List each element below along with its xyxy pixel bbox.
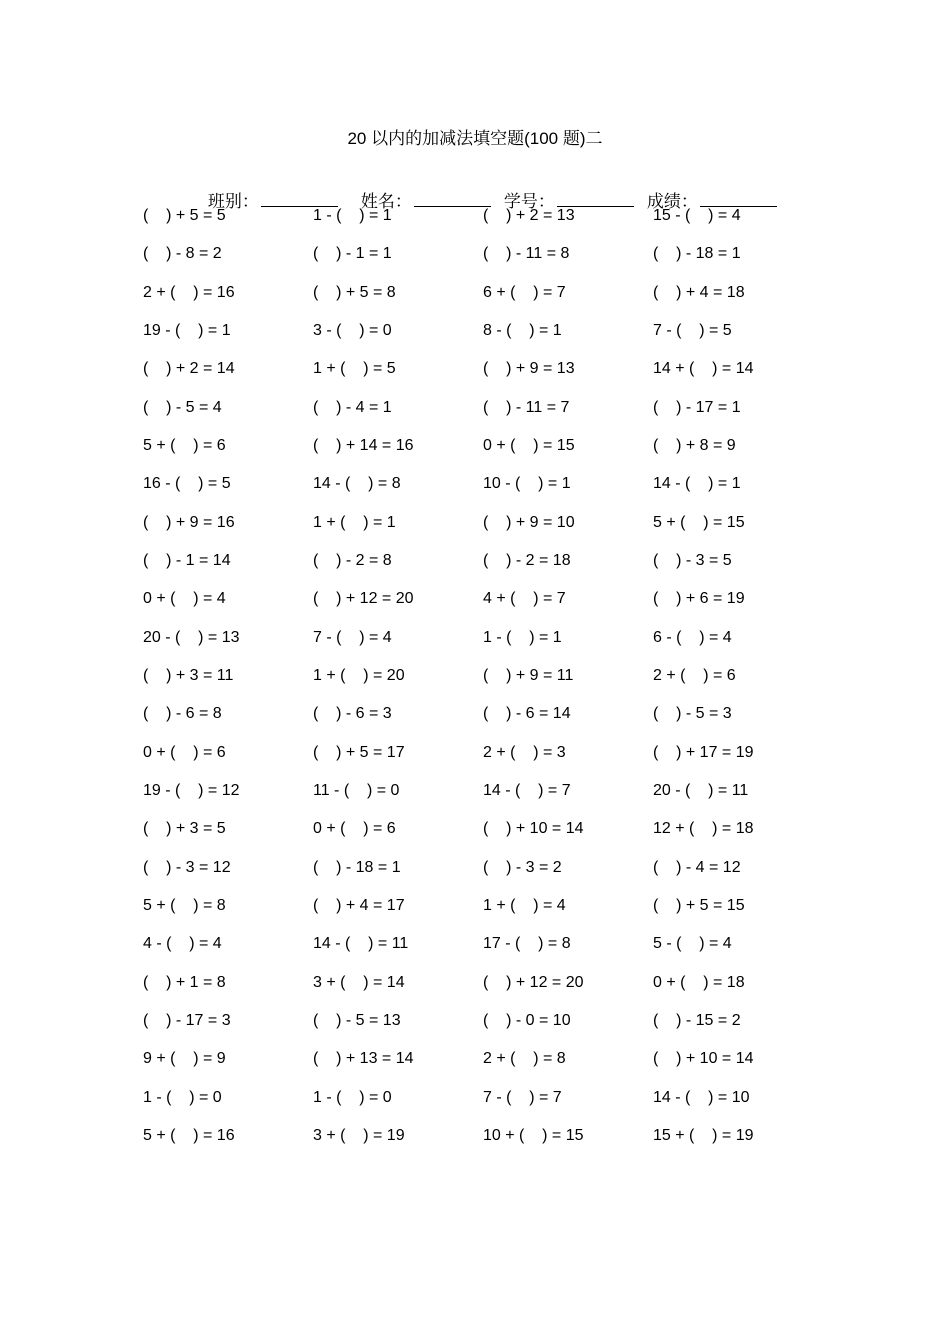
problem-item[interactable]: ( ) + 9 = 11: [483, 666, 574, 684]
problem-item[interactable]: ( ) - 2 = 8: [313, 551, 392, 569]
problem-item[interactable]: ( ) + 2 = 14: [143, 360, 235, 378]
problem-item[interactable]: 2 + ( ) = 16: [143, 283, 235, 301]
problem-item[interactable]: 14 - ( ) = 7: [483, 781, 571, 799]
problem-grid: [0, 204, 950, 1162]
problem-item[interactable]: ( ) - 3 = 12: [143, 858, 231, 876]
problem-item[interactable]: ( ) - 5 = 13: [313, 1011, 401, 1029]
problem-item[interactable]: ( ) - 4 = 1: [313, 398, 392, 416]
problem-item[interactable]: ( ) + 3 = 5: [143, 820, 226, 838]
problem-item[interactable]: 1 + ( ) = 4: [483, 896, 566, 914]
problem-row: [0, 511, 950, 549]
problem-item[interactable]: 1 + ( ) = 1: [313, 513, 396, 531]
problem-item[interactable]: ( ) + 12 = 20: [313, 590, 414, 608]
problem-item[interactable]: 2 + ( ) = 3: [483, 743, 566, 761]
score-label: 成绩：: [646, 192, 698, 211]
student-info-row: [0, 166, 950, 211]
problem-item[interactable]: ( ) + 9 = 10: [483, 513, 575, 531]
problem-item[interactable]: 1 - ( ) = 0: [313, 1088, 392, 1106]
problem-item[interactable]: 20 - ( ) = 11: [653, 781, 749, 799]
problem-row: [0, 472, 950, 510]
problem-row: [0, 396, 950, 434]
problem-item[interactable]: ( ) + 10 = 14: [653, 1050, 754, 1068]
problem-row: [0, 319, 950, 357]
problem-item[interactable]: ( ) + 12 = 20: [483, 973, 584, 991]
problem-item[interactable]: 10 + ( ) = 15: [483, 1126, 584, 1144]
problem-item[interactable]: ( ) - 2 = 18: [483, 551, 571, 569]
problem-row: [0, 1086, 950, 1124]
problem-item[interactable]: 14 - ( ) = 8: [313, 475, 401, 493]
problem-item[interactable]: ( ) - 11 = 7: [483, 398, 570, 416]
problem-item[interactable]: 0 + ( ) = 15: [483, 436, 575, 454]
problem-item[interactable]: ( ) - 6 = 3: [313, 705, 392, 723]
problem-row: [0, 1047, 950, 1085]
problem-item[interactable]: ( ) - 1 = 1: [313, 245, 392, 263]
problem-item[interactable]: ( ) + 14 = 16: [313, 436, 414, 454]
problem-row: [0, 741, 950, 779]
problem-item[interactable]: 14 - ( ) = 10: [653, 1088, 750, 1106]
worksheet-title: 20 以内的加减法填空题(100 题)二: [347, 129, 603, 148]
problem-item[interactable]: ( ) + 13 = 14: [313, 1050, 414, 1068]
problem-item[interactable]: 10 - ( ) = 1: [483, 475, 571, 493]
problem-item[interactable]: ( ) + 6 = 19: [653, 590, 745, 608]
problem-item[interactable]: 4 - ( ) = 4: [143, 935, 222, 953]
problem-item[interactable]: 0 + ( ) = 6: [143, 743, 226, 761]
problem-item[interactable]: 14 + ( ) = 14: [653, 360, 754, 378]
problem-row: [0, 932, 950, 970]
problem-item[interactable]: ( ) - 5 = 4: [143, 398, 222, 416]
problem-item[interactable]: ( ) + 4 = 18: [653, 283, 745, 301]
problem-item[interactable]: ( ) + 5 = 17: [313, 743, 405, 761]
problem-item[interactable]: 19 - ( ) = 1: [143, 321, 231, 339]
problem-row: [0, 664, 950, 702]
problem-item[interactable]: 7 - ( ) = 5: [653, 321, 732, 339]
problem-item[interactable]: ( ) + 9 = 13: [483, 360, 575, 378]
problem-item[interactable]: ( ) - 0 = 10: [483, 1011, 571, 1029]
problem-item[interactable]: ( ) - 5 = 3: [653, 705, 732, 723]
problem-item[interactable]: ( ) - 8 = 2: [143, 245, 222, 263]
problem-item[interactable]: 5 - ( ) = 4: [653, 935, 732, 953]
problem-item[interactable]: 3 + ( ) = 19: [313, 1126, 405, 1144]
problem-item[interactable]: 19 - ( ) = 12: [143, 781, 240, 799]
problem-item[interactable]: 15 + ( ) = 19: [653, 1126, 754, 1144]
problem-row: [0, 434, 950, 472]
problem-row: [0, 242, 950, 280]
problem-item[interactable]: 1 - ( ) = 0: [143, 1088, 222, 1106]
problem-item[interactable]: ( ) + 5 = 15: [653, 896, 745, 914]
problem-item[interactable]: ( ) - 6 = 8: [143, 705, 222, 723]
problem-item[interactable]: 1 - ( ) = 1: [483, 628, 562, 646]
problem-item[interactable]: 4 + ( ) = 7: [483, 590, 566, 608]
problem-item[interactable]: ( ) + 10 = 14: [483, 820, 584, 838]
student-number-label: 学号：: [503, 192, 555, 211]
problem-item[interactable]: 20 - ( ) = 13: [143, 628, 240, 646]
problem-item[interactable]: 3 - ( ) = 0: [313, 321, 392, 339]
problem-item[interactable]: 6 - ( ) = 4: [653, 628, 732, 646]
problem-item[interactable]: ( ) + 17 = 19: [653, 743, 754, 761]
problem-item[interactable]: ( ) - 18 = 1: [313, 858, 401, 876]
name-label: 姓名：: [360, 192, 412, 211]
problem-item[interactable]: ( ) + 2 = 13: [483, 207, 575, 224]
problem-item[interactable]: 1 + ( ) = 20: [313, 666, 405, 684]
problem-item[interactable]: 7 - ( ) = 4: [313, 628, 392, 646]
problem-item[interactable]: ( ) + 9 = 16: [143, 513, 235, 531]
problem-row: [0, 779, 950, 817]
problem-item[interactable]: 12 + ( ) = 18: [653, 820, 754, 838]
problem-item[interactable]: ( ) + 4 = 17: [313, 896, 405, 914]
problem-item[interactable]: 1 - ( ) = 1: [313, 207, 392, 224]
problem-item[interactable]: ( ) - 3 = 5: [653, 551, 732, 569]
problem-item[interactable]: 1 + ( ) = 5: [313, 360, 396, 378]
problem-row: [0, 894, 950, 932]
problem-row: [0, 1124, 950, 1162]
problem-item[interactable]: ( ) - 1 = 14: [143, 551, 231, 569]
problem-row: [0, 357, 950, 395]
problem-item[interactable]: 8 - ( ) = 1: [483, 321, 562, 339]
problem-row: [0, 856, 950, 894]
problem-item[interactable]: ( ) - 17 = 1: [653, 398, 741, 416]
problem-row: [0, 1009, 950, 1047]
problem-item[interactable]: 2 + ( ) = 6: [653, 666, 736, 684]
problem-item[interactable]: 17 - ( ) = 8: [483, 935, 571, 953]
problem-row: [0, 702, 950, 740]
problem-item[interactable]: 0 + ( ) = 18: [653, 973, 745, 991]
problem-row: [0, 204, 950, 242]
problem-item[interactable]: ( ) - 15 = 2: [653, 1011, 741, 1029]
problem-item[interactable]: ( ) - 18 = 1: [653, 245, 741, 263]
problem-item[interactable]: ( ) - 6 = 14: [483, 705, 571, 723]
problem-item[interactable]: ( ) + 3 = 11: [143, 666, 234, 684]
class-label: 班别：: [207, 192, 259, 211]
problem-row: [0, 817, 950, 855]
problem-item[interactable]: 15 - ( ) = 4: [653, 207, 741, 224]
problem-item[interactable]: 14 - ( ) = 11: [313, 935, 409, 953]
problem-item[interactable]: 6 + ( ) = 7: [483, 283, 566, 301]
problem-row: [0, 626, 950, 664]
problem-item[interactable]: 5 + ( ) = 6: [143, 436, 226, 454]
problem-item[interactable]: 3 + ( ) = 14: [313, 973, 405, 991]
problem-item[interactable]: ( ) + 5 = 8: [313, 283, 396, 301]
problem-item[interactable]: ( ) - 3 = 2: [483, 858, 562, 876]
problem-item[interactable]: ( ) - 11 = 8: [483, 245, 570, 263]
problem-item[interactable]: 0 + ( ) = 4: [143, 590, 226, 608]
problem-row: [0, 587, 950, 625]
problem-item[interactable]: ( ) + 5 = 5: [143, 207, 226, 224]
problem-item[interactable]: 11 - ( ) = 0: [313, 781, 400, 799]
problem-item[interactable]: 5 + ( ) = 15: [653, 513, 745, 531]
problem-item[interactable]: ( ) + 8 = 9: [653, 436, 736, 454]
problem-row: [0, 971, 950, 1009]
problem-item[interactable]: ( ) - 17 = 3: [143, 1011, 231, 1029]
problem-item[interactable]: 14 - ( ) = 1: [653, 475, 741, 493]
problem-item[interactable]: 5 + ( ) = 8: [143, 896, 226, 914]
problem-row: [0, 281, 950, 319]
problem-row: [0, 549, 950, 587]
problem-item[interactable]: ( ) + 1 = 8: [143, 973, 226, 991]
problem-item[interactable]: 5 + ( ) = 16: [143, 1126, 235, 1144]
problem-item[interactable]: 16 - ( ) = 5: [143, 475, 231, 493]
problem-item[interactable]: 2 + ( ) = 8: [483, 1050, 566, 1068]
problem-item[interactable]: 7 - ( ) = 7: [483, 1088, 562, 1106]
problem-item[interactable]: 0 + ( ) = 6: [313, 820, 396, 838]
problem-item[interactable]: ( ) - 4 = 12: [653, 858, 741, 876]
problem-item[interactable]: 9 + ( ) = 9: [143, 1050, 226, 1068]
